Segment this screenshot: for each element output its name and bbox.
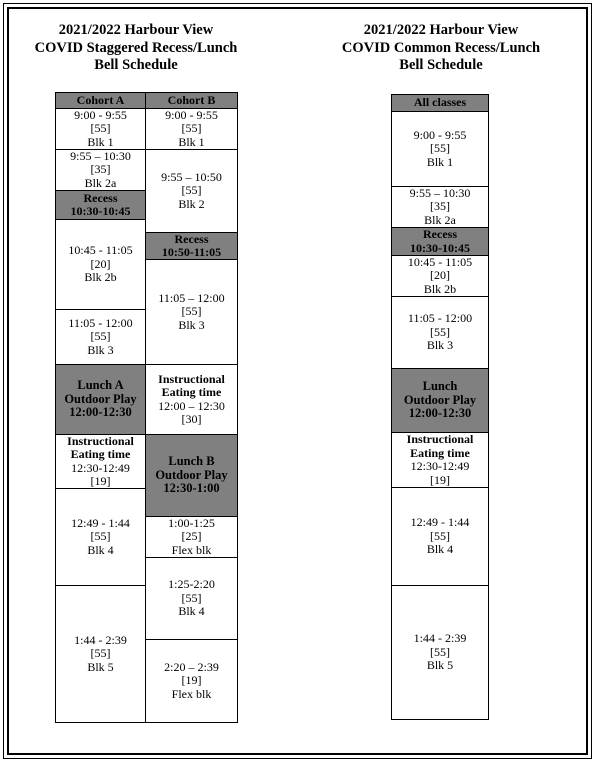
cell-text-line: 1:25-2:20 — [168, 577, 215, 592]
cell-text-line: 11:05 - 12:00 — [407, 311, 473, 326]
cell-text-line: Blk 2b — [423, 281, 457, 296]
cell-text-line: 11:05 – 12:00 — [158, 290, 225, 305]
cell-text-line: 12:00-12:30 — [408, 406, 472, 421]
cell-text-line: Blk 3 — [87, 342, 114, 357]
cohort-b-block-4 — [145, 557, 238, 640]
cohort-a-header — [55, 92, 146, 109]
cell-text-line: Flex blk — [171, 686, 212, 701]
cohort-b-header — [145, 92, 238, 109]
cell-text-line: Blk 4 — [178, 604, 205, 619]
cell-text-line: [55] — [181, 183, 202, 198]
cell-text-line: 9:55 – 10:50 — [161, 169, 222, 184]
cell-text-line: 12:00 – 12:30 — [158, 398, 225, 413]
cell-text-line: 10:30-10:45 — [70, 204, 131, 218]
cell-text-line: [55] — [90, 121, 111, 136]
cell-text-line: Blk 3 — [426, 338, 454, 353]
cell-text-line: Lunch B — [168, 454, 215, 469]
cell-text-line: [35] — [430, 199, 450, 214]
cell-text-line: Lunch — [422, 379, 458, 394]
all-classes-block-1 — [391, 111, 489, 187]
title-line: COVID Common Recess/Lunch — [341, 39, 541, 56]
cohort-a-lunch — [55, 364, 146, 435]
cell-text-line: Lunch A — [77, 378, 124, 393]
cell-text-line: [25] — [181, 529, 202, 544]
cell-text-line: 1:44 - 2:39 — [413, 631, 467, 646]
cell-text-line: 10:45 - 11:05 — [407, 254, 473, 269]
cohort-a-recess — [55, 190, 146, 220]
all-classes-block-2b — [391, 255, 489, 297]
cell-text-line: Eating time — [161, 385, 222, 399]
cell-text-line: Blk 2b — [84, 270, 117, 285]
cell-text-line: 1:44 - 2:39 — [74, 632, 127, 647]
cell-text-line: Recess — [174, 231, 209, 246]
cell-text-line: Blk 1 — [178, 134, 205, 149]
cell-text-line: 12:49 - 1:44 — [410, 515, 470, 530]
cell-text-line: Blk 2a — [424, 212, 456, 227]
title-line: Bell Schedule — [399, 57, 483, 73]
cell-text-line: [55] — [430, 324, 450, 339]
cell-text-line: Cohort B — [167, 92, 216, 107]
cell-text-line: All classes — [413, 95, 467, 110]
cell-text-line: 9:00 - 9:55 — [165, 107, 218, 122]
cell-text-line: 2:20 – 2:39 — [164, 659, 219, 674]
cell-text-line: 9:55 – 10:30 — [409, 185, 471, 200]
cohort-a-block-2a — [55, 149, 146, 191]
cell-text-line: Outdoor Play — [403, 392, 477, 407]
cell-text-line: [55] — [430, 644, 450, 659]
cell-text-line: Eating time — [70, 447, 131, 461]
cohort-b-flex-block-1 — [145, 516, 238, 558]
cell-text-line: [55] — [90, 329, 111, 344]
cell-text-line: [19] — [430, 472, 450, 487]
cohort-a-block-1 — [55, 108, 146, 150]
cohort-b-flex-block-2 — [145, 639, 238, 723]
cell-text-line: [55] — [181, 121, 202, 136]
cell-text-line: [20] — [430, 268, 450, 283]
cell-text-line: 9:55 – 10:30 — [70, 148, 131, 163]
cell-text-line: 12:00-12:30 — [69, 405, 132, 420]
cell-text-line: 12:30-12:49 — [71, 460, 130, 475]
cell-text-line: Cohort A — [76, 92, 125, 107]
cell-text-line: Instructional — [406, 432, 474, 446]
cell-text-line: [19] — [90, 474, 111, 488]
cohort-a-block-5 — [55, 585, 146, 723]
cohort-a-block-2b — [55, 219, 146, 310]
cell-text-line: Outdoor Play — [155, 467, 228, 482]
cell-text-line: [35] — [90, 162, 111, 177]
cell-text-line: 11:05 - 12:00 — [68, 315, 133, 330]
cell-text-line: 1:00-1:25 — [168, 515, 215, 530]
cell-text-line: [55] — [430, 141, 450, 156]
cell-text-line: 10:50-11:05 — [161, 245, 222, 259]
cohort-b-block-2 — [145, 149, 238, 233]
cell-text-line: 12:30-12:49 — [410, 459, 470, 473]
cell-text-line: Blk 4 — [87, 542, 114, 557]
all-classes-recess — [391, 227, 489, 256]
cell-text-line: Blk 3 — [178, 317, 205, 332]
all-classes-eating-time — [391, 432, 489, 488]
cell-text-line: Blk 1 — [87, 134, 114, 149]
cohort-b-block-1 — [145, 108, 238, 150]
cell-text-line: 10:30-10:45 — [410, 240, 470, 255]
cell-text-line: Recess — [423, 227, 457, 241]
title-line: Bell Schedule — [94, 57, 178, 73]
cohort-a-block-3 — [55, 309, 146, 365]
cohort-b-lunch — [145, 434, 238, 517]
cohort-a-block-4 — [55, 488, 146, 586]
cell-text-line: Instructional — [158, 371, 225, 386]
all-classes-block-4 — [391, 487, 489, 586]
cohort-b-block-3 — [145, 259, 238, 365]
cell-text-line: [55] — [90, 529, 111, 544]
all-classes-block-2a — [391, 186, 489, 228]
title-line: COVID Staggered Recess/Lunch — [34, 39, 238, 56]
staggered-schedule-title — [20, 22, 252, 75]
title-line: 2021/2022 Harbour View — [58, 22, 214, 38]
common-schedule-title — [325, 22, 557, 75]
cohort-b-recess — [145, 232, 238, 260]
cell-text-line: Blk 2a — [84, 175, 117, 190]
cell-text-line: Blk 5 — [426, 658, 454, 673]
title-line: 2021/2022 Harbour View — [363, 22, 519, 38]
cell-text-line: [20] — [90, 256, 111, 271]
all-classes-block-3 — [391, 296, 489, 369]
cohort-b-eating-time — [145, 364, 238, 435]
all-classes-block-5 — [391, 585, 489, 720]
cell-text-line: 12:49 - 1:44 — [71, 515, 130, 530]
cell-text-line: Blk 2 — [178, 196, 205, 211]
cell-text-line: Flex blk — [171, 542, 212, 557]
cell-text-line: 9:00 - 9:55 — [74, 107, 127, 122]
cell-text-line: 12:30-1:00 — [163, 481, 220, 496]
cohort-a-eating-time — [55, 434, 146, 489]
cell-text-line: [55] — [181, 304, 202, 319]
cell-text-line: Blk 5 — [87, 659, 114, 674]
cell-text-line: 10:45 - 11:05 — [68, 243, 133, 258]
cell-text-line: Recess — [83, 190, 118, 205]
cell-text-line: [55] — [90, 646, 111, 661]
all-classes-header — [391, 94, 489, 112]
cell-text-line: Blk 4 — [426, 542, 454, 557]
cell-text-line: [55] — [430, 528, 450, 543]
cell-text-line: [55] — [181, 590, 202, 605]
cell-text-line: 9:00 - 9:55 — [413, 127, 467, 142]
cell-text-line: [19] — [181, 673, 202, 688]
cell-text-line: Outdoor Play — [64, 391, 137, 406]
cell-text-line: [30] — [181, 412, 202, 426]
all-classes-lunch — [391, 368, 489, 433]
cell-text-line: Blk 1 — [426, 154, 454, 169]
cell-text-line: Eating time — [410, 445, 470, 460]
cell-text-line: Instructional — [67, 433, 134, 448]
